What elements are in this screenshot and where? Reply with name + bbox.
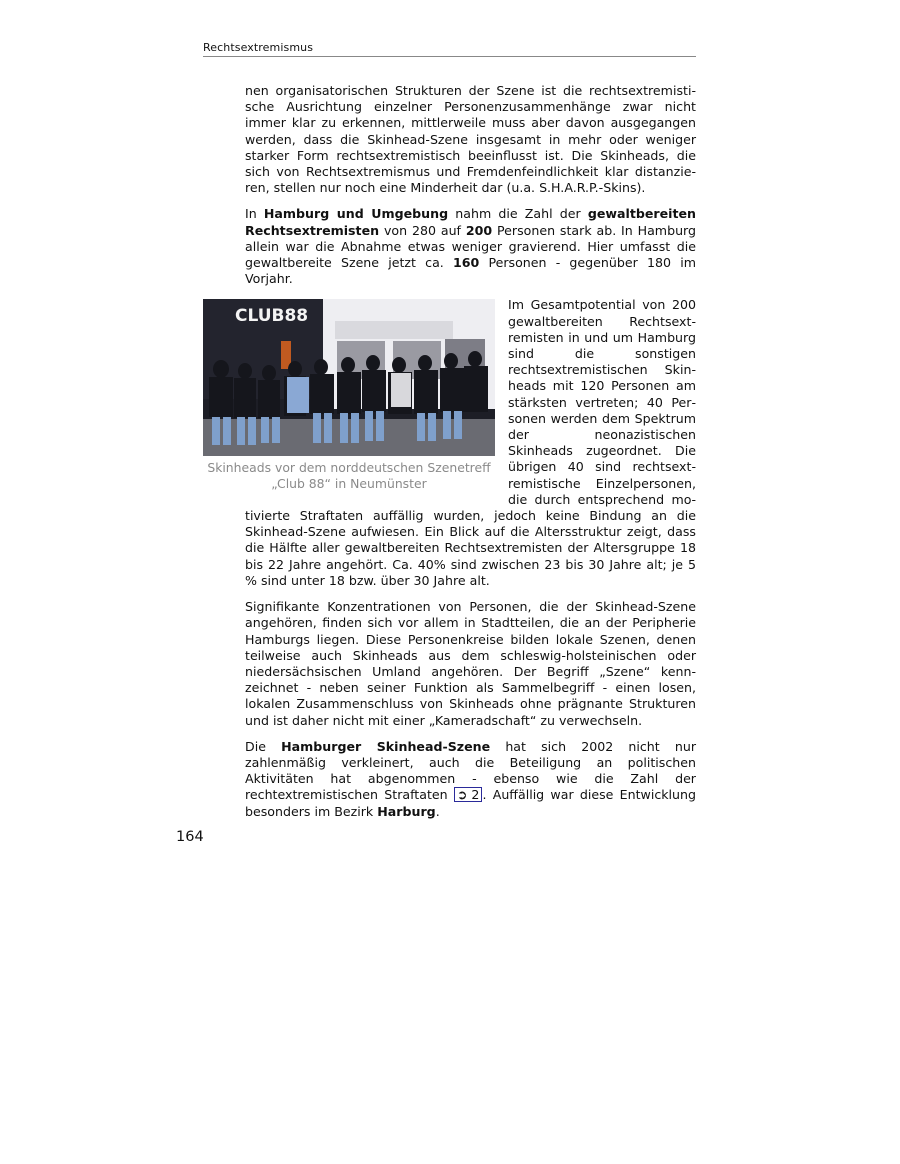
club-sign-text: CLUB88 [235,306,309,327]
paragraph-1: nen organisatorischen Strukturen der Szene ist die rechtsextremistische Ausrichtung einzelner Personenzusammenhänge zwar nicht immer klar zu erkennen, mittlerweile muss aber davon ausgegangen werden, dass die Skinhead-Szene insgesamt in mehr oder weniger starker Form rechtsextremistisch beeinflusst ist. Die Skinheads, die sich von Rechtsextremismus und Fremdenfeindlichkeit klar distanzieren, stellen nur noch eine Minderheit dar (u.a. S.H.A.R.P.-Skins). [245,83,696,196]
photo-illustration [203,299,495,456]
paragraph-3: Im Gesamtpotential von 200 gewaltbereiten Rechtsextremisten in und um Hamburg sind die sonstigen rechtsextremistischen Skinheads mit 120 Personen am stärksten vertreten; 40 Personen werden dem Spektrum der neonazistischen Skinheads zugeordnet. Die übrigen 40 sind rechtsextremistische Einzelpersonen, die durch entsprechend motivierte Straftaten auffällig wurden, jedoch keine Bindung an die Skinhead-Szene aufwiesen. Ein Blick auf die Altersstruktur zeigt, dass die Hälfte aller gewaltbereiten Rechtsextremisten der Altersgruppe 18 bis 22 Jahre angehört. Ca. 40% sind zwischen 23 bis 30 Jahre alt; je 5 % sind unter 18 bzw. über 30 Jahre alt. [245,297,696,588]
text-run: . [435,803,440,819]
bold-run: 160 [452,255,480,271]
paragraph-5 [245,739,696,820]
text-run: Die [245,738,282,754]
text-run: Personen - gegenüber 180 im Vorjahr. [245,255,696,287]
text-run: . Auffällig war diese Entwicklung besonders im Bezirk [245,787,697,819]
text-run: hat sich 2002 nicht nur zahlenmäßig verkleinert, auch die Beteiligung an politischen Aktivitäten hat abgenommen - ebenso wie die Zahl der rechtextremistischen Straftaten [245,738,696,803]
bold-run: 200 [465,222,493,238]
running-header-title: Rechtsextremismus [203,41,314,54]
text-run: Personen stark ab. In Hamburg allein war die Abnahme etwas weniger gravierend. Hier umfasst die gewaltbereite Szene jetzt ca. [245,222,696,271]
bold-run: Hamburger Skinhead-Szene [281,738,491,754]
skinheads-photo [203,299,495,456]
text-run: von 280 auf [379,222,466,238]
figure [203,299,500,492]
bold-run: Harburg [377,803,436,819]
paragraph-4: Signifikante Konzentrationen von Personen, die der Skinhead-Szene angehören, finden sich vor allem in Stadtteilen, die an der Peripherie Hamburgs liegen. Diese Personenkreise bilden lokale Szenen, denen teilweise auch Skinheads aus dem schleswig-holsteinischen oder niedersächsischen Umland angehören. Der Begriff „Szene“ kennzeichnet - neben seiner Funktion als Sammelbegriff - einen losen, lokalen Zusammenschluss von Skinheads ohne prägnante Strukturen und ist daher nicht mit einer „Kameradschaft“ zu verwechseln. [245,599,696,728]
running-header [203,41,696,57]
page-number: 164 [176,829,204,845]
paragraph-2 [245,206,696,287]
chapter-2-link[interactable]: ➲ 2 [454,787,483,802]
bold-run: gewaltbereiten Rechtsextremisten [245,206,697,238]
body-text [207,83,697,820]
text-run: nahm die Zahl der [448,206,588,222]
text-run: In [245,206,264,222]
figure-caption: Skinheads vor dem norddeutschen Szenetreff „Club 88“ in Neumünster [207,460,491,492]
bold-run: Hamburg und Umgebung [263,206,449,222]
